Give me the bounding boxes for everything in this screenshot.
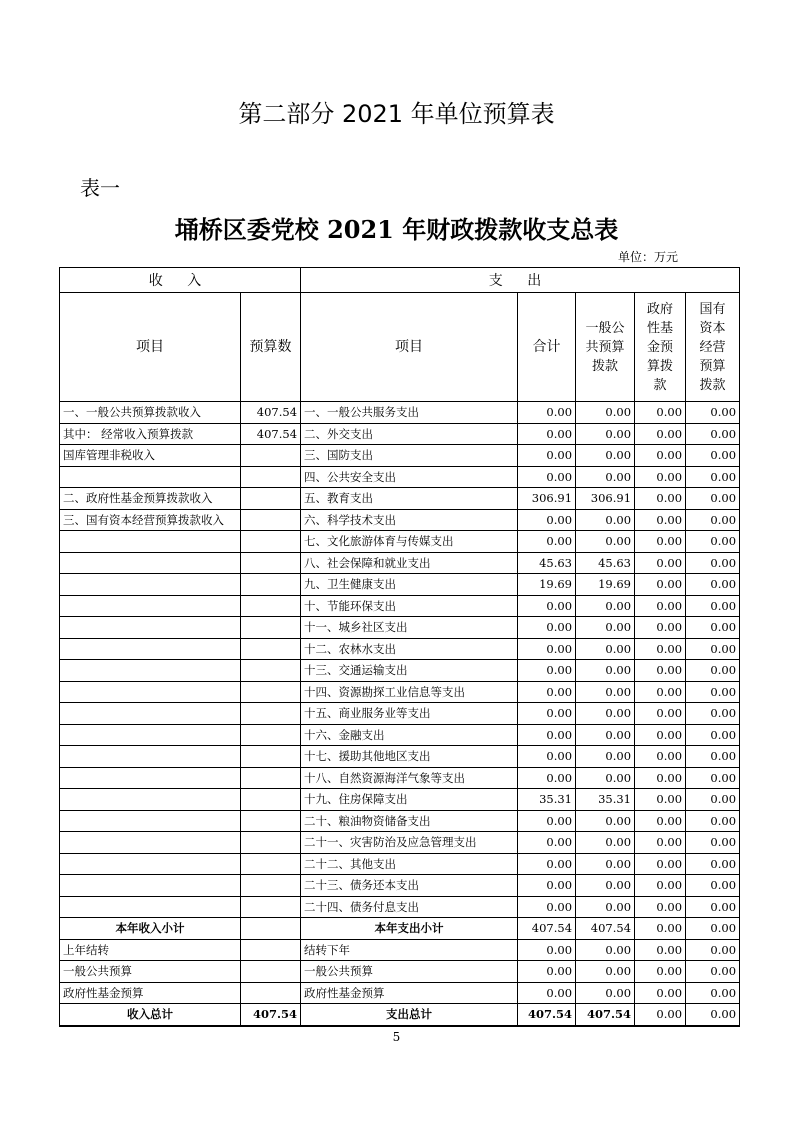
expense-total: 0.00 <box>518 875 576 897</box>
table-row <box>60 617 740 639</box>
expense-general: 0.00 <box>576 660 635 682</box>
income-item: 政府性基金预算 <box>60 982 241 1004</box>
expense-total: 0.00 <box>518 509 576 531</box>
expense-total: 19.69 <box>518 574 576 596</box>
expense-item: 九、卫生健康支出 <box>301 574 518 596</box>
expense-total: 0.00 <box>518 595 576 617</box>
income-item: 二、政府性基金预算拨款收入 <box>60 488 241 510</box>
expense-fund: 0.00 <box>635 1004 686 1026</box>
income-item <box>60 638 241 660</box>
expense-state: 0.00 <box>686 767 740 789</box>
income-amount <box>241 767 301 789</box>
expense-general: 0.00 <box>576 939 635 961</box>
expense-total: 0.00 <box>518 961 576 983</box>
expense-item: 十四、资源勘探工业信息等支出 <box>301 681 518 703</box>
income-item <box>60 746 241 768</box>
table-row <box>60 767 740 789</box>
expense-total: 0.00 <box>518 681 576 703</box>
state-capital-header: 国有资本经营预算拨款 <box>686 293 740 402</box>
expense-item: 四、公共安全支出 <box>301 466 518 488</box>
expense-total: 306.91 <box>518 488 576 510</box>
unit-label: 单位：万元 <box>617 250 678 264</box>
expense-item: 十、节能环保支出 <box>301 595 518 617</box>
expense-state: 0.00 <box>686 445 740 467</box>
expense-state: 0.00 <box>686 531 740 553</box>
expense-state: 0.00 <box>686 595 740 617</box>
income-item <box>60 724 241 746</box>
expense-total: 45.63 <box>518 552 576 574</box>
expense-fund: 0.00 <box>635 402 686 424</box>
expense-general: 407.54 <box>576 1004 635 1026</box>
table-row <box>60 574 740 596</box>
expense-fund: 0.00 <box>635 896 686 918</box>
income-amount <box>241 488 301 510</box>
table-row <box>60 810 740 832</box>
expense-total: 407.54 <box>518 918 576 940</box>
income-amount: 407.54 <box>241 423 301 445</box>
expense-item: 一、一般公共服务支出 <box>301 402 518 424</box>
income-item <box>60 466 241 488</box>
table-row <box>60 552 740 574</box>
expense-state: 0.00 <box>686 875 740 897</box>
income-amount <box>241 982 301 1004</box>
expense-item: 十八、自然资源海洋气象等支出 <box>301 767 518 789</box>
expense-fund: 0.00 <box>635 853 686 875</box>
expense-state: 0.00 <box>686 488 740 510</box>
expense-state: 0.00 <box>686 810 740 832</box>
expense-item: 十六、金融支出 <box>301 724 518 746</box>
expense-state: 0.00 <box>686 509 740 531</box>
expense-general: 45.63 <box>576 552 635 574</box>
carry-row <box>60 939 740 961</box>
expense-fund: 0.00 <box>635 982 686 1004</box>
expense-general: 0.00 <box>576 982 635 1004</box>
table-label: 表一 <box>80 176 120 200</box>
expense-fund: 0.00 <box>635 552 686 574</box>
carry-row <box>60 982 740 1004</box>
expense-item: 十三、交通运输支出 <box>301 660 518 682</box>
expense-fund: 0.00 <box>635 660 686 682</box>
income-amount <box>241 681 301 703</box>
expense-total: 0.00 <box>518 617 576 639</box>
income-amount <box>241 789 301 811</box>
expense-total: 0.00 <box>518 638 576 660</box>
fund-budget-header: 政府性基金预算拨款 <box>635 293 686 402</box>
expense-grand-total-label: 支出总计 <box>301 1004 518 1026</box>
income-item: 国库管理非税收入 <box>60 445 241 467</box>
income-item <box>60 552 241 574</box>
general-budget-header: 一般公共预算拨款 <box>576 293 635 402</box>
expense-item: 七、文化旅游体育与传媒支出 <box>301 531 518 553</box>
income-amount-header: 预算数 <box>241 293 301 402</box>
expense-state: 0.00 <box>686 853 740 875</box>
expense-fund: 0.00 <box>635 789 686 811</box>
expense-state: 0.00 <box>686 638 740 660</box>
table-row <box>60 488 740 510</box>
expense-item: 二、外交支出 <box>301 423 518 445</box>
income-amount <box>241 918 301 940</box>
expense-state: 0.00 <box>686 896 740 918</box>
expense-fund: 0.00 <box>635 531 686 553</box>
expense-general: 0.00 <box>576 810 635 832</box>
expense-general: 0.00 <box>576 746 635 768</box>
income-amount <box>241 660 301 682</box>
income-subtotal-label: 本年收入小计 <box>60 918 241 940</box>
income-amount <box>241 875 301 897</box>
table-row <box>60 595 740 617</box>
expense-total: 0.00 <box>518 724 576 746</box>
income-item <box>60 810 241 832</box>
table-row <box>60 531 740 553</box>
expense-total: 0.00 <box>518 896 576 918</box>
expense-item: 十一、城乡社区支出 <box>301 617 518 639</box>
income-item: 上年结转 <box>60 939 241 961</box>
income-item <box>60 617 241 639</box>
income-amount <box>241 746 301 768</box>
expense-fund: 0.00 <box>635 703 686 725</box>
expense-total: 0.00 <box>518 853 576 875</box>
expense-subtotal-label: 本年支出小计 <box>301 918 518 940</box>
page-title: 埇桥区委党校 2021 年财政拨款收支总表 <box>174 215 619 244</box>
expense-state: 0.00 <box>686 961 740 983</box>
income-amount <box>241 724 301 746</box>
income-item <box>60 789 241 811</box>
expense-fund: 0.00 <box>635 617 686 639</box>
expense-item: 三、国防支出 <box>301 445 518 467</box>
page-number: 5 <box>392 1030 401 1044</box>
table-row <box>60 724 740 746</box>
expense-general: 0.00 <box>576 896 635 918</box>
income-amount <box>241 939 301 961</box>
expense-item: 十二、农林水支出 <box>301 638 518 660</box>
income-header: 收 入 <box>60 268 301 293</box>
expense-item: 二十、粮油物资储备支出 <box>301 810 518 832</box>
expense-general: 0.00 <box>576 617 635 639</box>
table-row <box>60 509 740 531</box>
income-amount: 407.54 <box>241 402 301 424</box>
table-row <box>60 660 740 682</box>
income-amount <box>241 961 301 983</box>
expense-state: 0.00 <box>686 552 740 574</box>
expense-item: 二十二、其他支出 <box>301 853 518 875</box>
income-item <box>60 574 241 596</box>
expense-state: 0.00 <box>686 1004 740 1026</box>
expense-state: 0.00 <box>686 574 740 596</box>
income-item <box>60 853 241 875</box>
expense-state: 0.00 <box>686 423 740 445</box>
expense-item: 结转下年 <box>301 939 518 961</box>
expense-general: 407.54 <box>576 918 635 940</box>
income-item: 一、一般公共预算拨款收入 <box>60 402 241 424</box>
expense-total: 0.00 <box>518 423 576 445</box>
expense-fund: 0.00 <box>635 832 686 854</box>
expense-state: 0.00 <box>686 617 740 639</box>
grand-total-row <box>60 1004 740 1026</box>
expense-total: 0.00 <box>518 767 576 789</box>
expense-total: 0.00 <box>518 982 576 1004</box>
income-amount <box>241 638 301 660</box>
expense-state: 0.00 <box>686 832 740 854</box>
table-row <box>60 789 740 811</box>
budget-table <box>59 267 740 1027</box>
expense-general: 0.00 <box>576 853 635 875</box>
expense-item: 五、教育支出 <box>301 488 518 510</box>
expense-fund: 0.00 <box>635 509 686 531</box>
income-item: 一般公共预算 <box>60 961 241 983</box>
table-row <box>60 896 740 918</box>
expense-fund: 0.00 <box>635 939 686 961</box>
expense-fund: 0.00 <box>635 767 686 789</box>
subtotal-row <box>60 918 740 940</box>
expense-fund: 0.00 <box>635 961 686 983</box>
table-row <box>60 638 740 660</box>
expense-total: 0.00 <box>518 402 576 424</box>
expense-general: 306.91 <box>576 488 635 510</box>
expense-general: 0.00 <box>576 466 635 488</box>
expense-item: 十九、住房保障支出 <box>301 789 518 811</box>
expense-item: 二十三、债务还本支出 <box>301 875 518 897</box>
income-item <box>60 767 241 789</box>
income-item <box>60 681 241 703</box>
income-item <box>60 896 241 918</box>
expense-fund: 0.00 <box>635 918 686 940</box>
expense-general: 0.00 <box>576 402 635 424</box>
expense-item: 二十四、债务付息支出 <box>301 896 518 918</box>
income-amount <box>241 574 301 596</box>
table-row <box>60 423 740 445</box>
expense-state: 0.00 <box>686 681 740 703</box>
table-row <box>60 681 740 703</box>
income-item-header: 项目 <box>60 293 241 402</box>
table-row <box>60 703 740 725</box>
expense-fund: 0.00 <box>635 810 686 832</box>
expense-state: 0.00 <box>686 703 740 725</box>
expense-general: 0.00 <box>576 875 635 897</box>
expense-fund: 0.00 <box>635 574 686 596</box>
part-title: 第二部分 2021 年单位预算表 <box>238 100 555 128</box>
expense-state: 0.00 <box>686 939 740 961</box>
expense-general: 0.00 <box>576 832 635 854</box>
table-row <box>60 853 740 875</box>
expense-total: 0.00 <box>518 703 576 725</box>
expense-item: 六、科学技术支出 <box>301 509 518 531</box>
expense-general: 0.00 <box>576 509 635 531</box>
income-item <box>60 660 241 682</box>
expense-total: 407.54 <box>518 1004 576 1026</box>
expense-item: 一般公共预算 <box>301 961 518 983</box>
income-item <box>60 703 241 725</box>
table-row <box>60 402 740 424</box>
expense-total: 0.00 <box>518 660 576 682</box>
total-header: 合计 <box>518 293 576 402</box>
expense-fund: 0.00 <box>635 488 686 510</box>
expense-fund: 0.00 <box>635 445 686 467</box>
expense-fund: 0.00 <box>635 423 686 445</box>
income-amount <box>241 552 301 574</box>
expense-general: 0.00 <box>576 681 635 703</box>
expense-general: 19.69 <box>576 574 635 596</box>
expense-state: 0.00 <box>686 918 740 940</box>
expense-total: 0.00 <box>518 746 576 768</box>
income-amount <box>241 445 301 467</box>
income-amount <box>241 617 301 639</box>
income-amount <box>241 810 301 832</box>
expense-state: 0.00 <box>686 724 740 746</box>
expense-general: 0.00 <box>576 724 635 746</box>
income-item: 三、国有资本经营预算拨款收入 <box>60 509 241 531</box>
table-row <box>60 445 740 467</box>
expense-total: 0.00 <box>518 445 576 467</box>
income-amount <box>241 896 301 918</box>
expense-general: 0.00 <box>576 531 635 553</box>
income-item <box>60 875 241 897</box>
expense-fund: 0.00 <box>635 681 686 703</box>
income-item <box>60 832 241 854</box>
expense-item: 十五、商业服务业等支出 <box>301 703 518 725</box>
expense-general: 0.00 <box>576 423 635 445</box>
table-row <box>60 875 740 897</box>
expense-fund: 0.00 <box>635 875 686 897</box>
expense-fund: 0.00 <box>635 724 686 746</box>
expense-fund: 0.00 <box>635 595 686 617</box>
expense-total: 0.00 <box>518 466 576 488</box>
income-amount <box>241 703 301 725</box>
income-item <box>60 595 241 617</box>
income-grand-total: 407.54 <box>241 1004 301 1026</box>
expense-total: 0.00 <box>518 531 576 553</box>
expense-item: 政府性基金预算 <box>301 982 518 1004</box>
income-amount <box>241 595 301 617</box>
expense-total: 0.00 <box>518 810 576 832</box>
expense-general: 0.00 <box>576 595 635 617</box>
expense-general: 0.00 <box>576 961 635 983</box>
table-row <box>60 466 740 488</box>
expense-general: 0.00 <box>576 638 635 660</box>
expense-fund: 0.00 <box>635 746 686 768</box>
expense-general: 35.31 <box>576 789 635 811</box>
expense-general: 0.00 <box>576 767 635 789</box>
income-amount <box>241 832 301 854</box>
expense-total: 0.00 <box>518 939 576 961</box>
income-grand-total-label: 收入总计 <box>60 1004 241 1026</box>
income-amount <box>241 853 301 875</box>
expense-total: 35.31 <box>518 789 576 811</box>
expense-item-header: 项目 <box>301 293 518 402</box>
carry-row <box>60 961 740 983</box>
expense-header: 支 出 <box>301 268 740 293</box>
expense-state: 0.00 <box>686 402 740 424</box>
income-amount <box>241 509 301 531</box>
expense-state: 0.00 <box>686 746 740 768</box>
expense-state: 0.00 <box>686 466 740 488</box>
expense-fund: 0.00 <box>635 638 686 660</box>
expense-general: 0.00 <box>576 445 635 467</box>
income-item: 其中： 经常收入预算拨款 <box>60 423 241 445</box>
expense-state: 0.00 <box>686 660 740 682</box>
income-amount <box>241 466 301 488</box>
expense-item: 十七、援助其他地区支出 <box>301 746 518 768</box>
expense-state: 0.00 <box>686 789 740 811</box>
table-row <box>60 832 740 854</box>
income-amount <box>241 531 301 553</box>
expense-total: 0.00 <box>518 832 576 854</box>
expense-item: 二十一、灾害防治及应急管理支出 <box>301 832 518 854</box>
expense-general: 0.00 <box>576 703 635 725</box>
expense-item: 八、社会保障和就业支出 <box>301 552 518 574</box>
expense-fund: 0.00 <box>635 466 686 488</box>
expense-state: 0.00 <box>686 982 740 1004</box>
income-item <box>60 531 241 553</box>
table-row <box>60 746 740 768</box>
